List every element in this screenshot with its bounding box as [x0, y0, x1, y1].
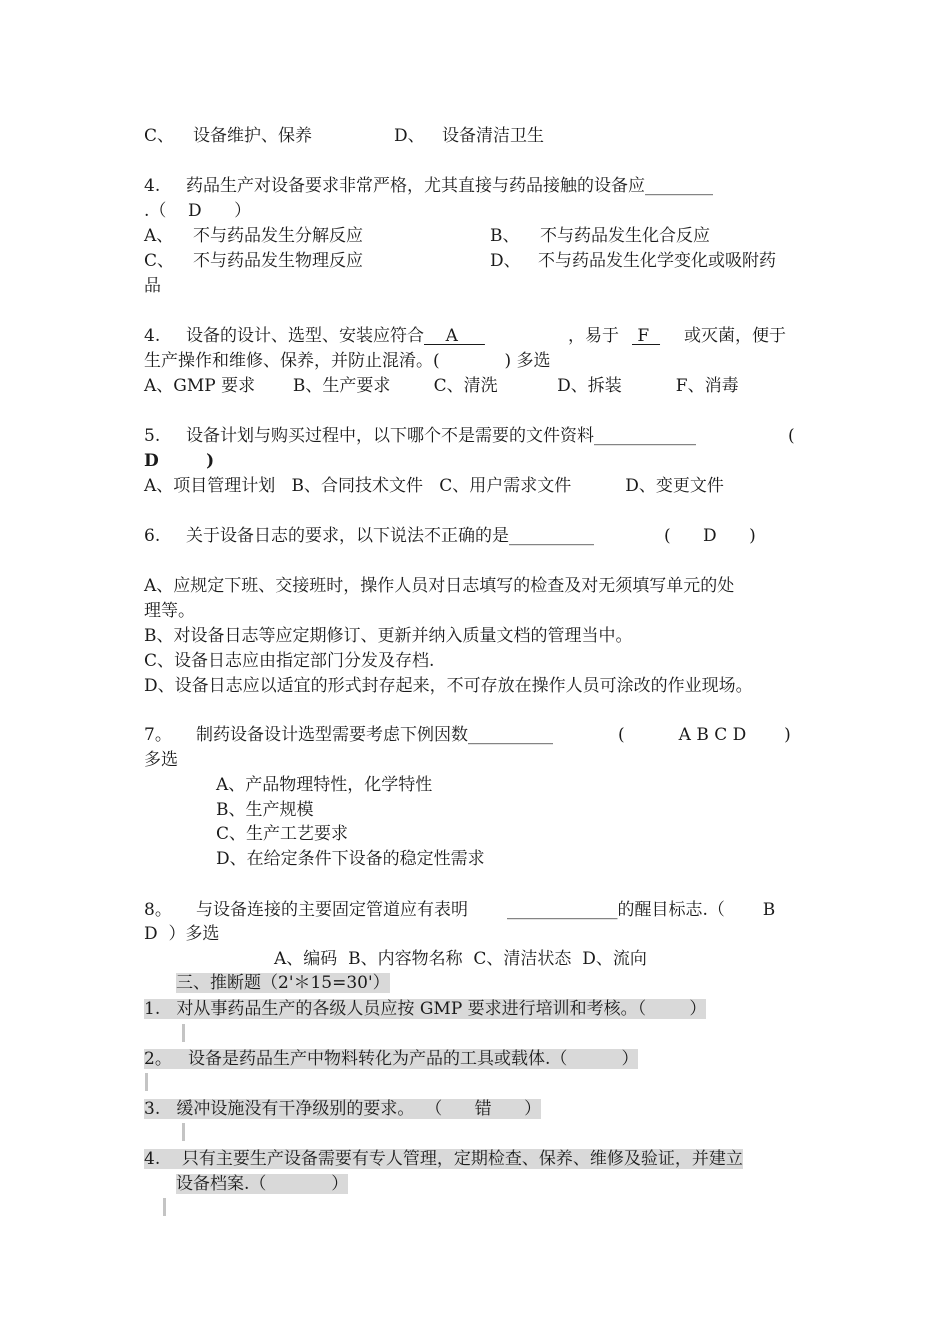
- question-5: [144, 424, 160, 448]
- question-text: D ）多选: [144, 924, 220, 944]
- option-text: 不与药品发生物理反应: [193, 251, 363, 271]
- judge-1: [144, 997, 706, 1021]
- judge-text: 1. 对从事药品生产的各级人员应按 GMP 要求进行培训和考核。（ ）: [144, 999, 707, 1019]
- judge-text: 设备档案.（ ）: [176, 1174, 349, 1194]
- option-d-text: [442, 124, 544, 148]
- question-7-answer: [618, 723, 791, 747]
- option-text: D、在给定条件下设备的稳定性需求: [216, 849, 485, 869]
- question-number: 6.: [144, 526, 161, 546]
- option-text: 设备维护、保养: [193, 126, 312, 146]
- question-7-c: [216, 822, 348, 846]
- option-d: [490, 249, 521, 273]
- answer-blank: __________: [468, 725, 553, 745]
- options-text: A、编码 B、内容物名称 C、清洁状态 D、流向: [274, 949, 647, 969]
- answer-blank: F: [632, 326, 661, 346]
- answer-paren: ( D ): [664, 526, 756, 546]
- question-5-paren: [788, 424, 795, 448]
- judge-text: 4. 只有主要生产设备需要有专人管理，定期检查、保养、维修及验证，并建立: [144, 1149, 743, 1169]
- answer-blank: ________: [645, 176, 713, 196]
- question-text: 设备计划与购买过程中，以下哪个不是需要的文件资料: [186, 426, 594, 446]
- question-4a-text: [186, 174, 713, 198]
- judge-text: 2。 设备是药品生产中物料转化为产品的工具或载体.（ ）: [144, 1049, 639, 1069]
- question-6-a2: [144, 599, 195, 623]
- option-text: B、生产规模: [216, 800, 314, 820]
- question-number: 8。: [144, 900, 172, 920]
- option-letter: A、: [144, 226, 174, 246]
- option-text: 品: [144, 276, 161, 296]
- option-text: 理等。: [144, 601, 195, 621]
- answer-paren: (: [788, 426, 795, 446]
- question-6-a1: [144, 574, 734, 598]
- question-number: 4.: [144, 176, 161, 196]
- question-4b-options: [144, 374, 739, 398]
- question-7-multi: [144, 748, 178, 772]
- question-8-text: [196, 898, 468, 922]
- answer-blank: __________: [509, 526, 594, 546]
- section-heading: [176, 971, 390, 995]
- judge-text: 3. 缓冲设施没有干净级别的要求。 （ 错 ）: [144, 1099, 542, 1119]
- question-7-d: [216, 847, 485, 871]
- option-d-text-cont: [144, 274, 161, 298]
- option-letter: C、: [144, 251, 175, 271]
- text-cursor-mark: [163, 1198, 166, 1216]
- option-letter: C、: [144, 126, 175, 146]
- question-7-a: [216, 773, 432, 797]
- judge-4: [144, 1147, 743, 1171]
- judge-4-cont: [176, 1172, 348, 1196]
- option-letter: D、: [490, 251, 521, 271]
- option-a-text: [193, 224, 363, 248]
- question-7-b: [216, 798, 314, 822]
- option-b-text: [540, 224, 710, 248]
- option-text: 不与药品发生分解反应: [193, 226, 363, 246]
- question-4b-line-2: [144, 349, 551, 373]
- question-6-answer: [664, 524, 756, 548]
- question-7-text: [196, 723, 553, 747]
- question-4a: [144, 174, 160, 198]
- question-number: 5.: [144, 426, 161, 446]
- option-text: A、应规定下班、交接班时，操作人员对日志填写的检查及对无须填写单元的处: [144, 576, 735, 596]
- question-text: 生产操作和维修、保养，并防止混淆。( ) 多选: [144, 351, 551, 371]
- option-text: 设备清洁卫生: [442, 126, 544, 146]
- answer-paren: D ): [144, 451, 215, 471]
- text-cursor-mark: [145, 1073, 148, 1091]
- option-d: [394, 124, 425, 148]
- question-4b: [144, 324, 160, 348]
- question-8-blank: [507, 898, 775, 922]
- option-c-text: [193, 249, 363, 273]
- question-6-text: [186, 524, 594, 548]
- question-6-b: [144, 624, 633, 648]
- question-text: 多选: [144, 750, 178, 770]
- option-c: [144, 124, 174, 148]
- answer-blank: ____________: [594, 426, 696, 446]
- question-6-c: [144, 649, 434, 673]
- options-text: A、GMP 要求 B、生产要求 C、清洗 D、拆装 F、消毒: [144, 376, 739, 396]
- text-cursor-mark: [182, 1123, 185, 1141]
- question-text: 或灭菌，便于: [684, 326, 786, 346]
- question-4b-blank-2: [632, 324, 660, 348]
- question-6: [144, 524, 160, 548]
- question-text: 药品生产对设备要求非常严格，尤其直接与药品接触的设备应: [186, 176, 645, 196]
- question-number: 7。: [144, 725, 172, 745]
- option-text: 不与药品发生化学变化或吸附药: [538, 251, 776, 271]
- option-text: C、设备日志应由指定部门分发及存档.: [144, 651, 435, 671]
- question-text: 关于设备日志的要求，以下说法不正确的是: [186, 526, 509, 546]
- option-b: [490, 224, 520, 248]
- question-8-options: [274, 947, 647, 971]
- text-cursor-mark: [182, 1024, 185, 1042]
- question-4b-text-2: [568, 324, 619, 348]
- answer-blank: A: [424, 326, 485, 346]
- judge-2: [144, 1047, 638, 1071]
- question-5-text: [186, 424, 696, 448]
- question-text: 与设备连接的主要固定管道应有表明: [196, 900, 468, 920]
- answer-paren: ( A B C D ): [618, 725, 791, 745]
- question-number: 4.: [144, 326, 161, 346]
- question-7: [144, 723, 172, 747]
- option-text: B、对设备日志等应定期修订、更新并纳入质量文档的管理当中。: [144, 626, 633, 646]
- option-a: [144, 224, 173, 248]
- question-text: 制药设备设计选型需要考虑下例因数: [196, 725, 468, 745]
- option-text: A、产品物理特性，化学特性: [216, 775, 433, 795]
- answer-blank: _____________: [507, 900, 618, 920]
- question-text: ，易于: [568, 326, 619, 346]
- question-8: [144, 898, 172, 922]
- question-4a-answer: [144, 199, 251, 223]
- option-text: D、设备日志应以适宜的形式封存起来，不可存放在操作人员可涂改的作业现场。: [144, 676, 753, 696]
- section-title: 三、推断题（2'＊15=30'）: [176, 973, 390, 993]
- question-6-d: [144, 674, 753, 698]
- question-8-line-2: [144, 922, 219, 946]
- question-text: 的醒目标志.（ B: [617, 900, 776, 920]
- judge-3: [144, 1097, 541, 1121]
- option-letter: B、: [490, 226, 520, 246]
- question-5-options: [144, 474, 724, 498]
- question-4b-text: [186, 324, 485, 348]
- options-text: A、项目管理计划 B、合同技术文件 C、用户需求文件 D、变更文件: [144, 476, 724, 496]
- option-text: 不与药品发生化合反应: [540, 226, 710, 246]
- option-text: C、生产工艺要求: [216, 824, 349, 844]
- option-c: [144, 249, 174, 273]
- question-4b-text-3: [684, 324, 786, 348]
- option-c-text: [193, 124, 312, 148]
- question-text: 设备的设计、选型、安装应符合: [186, 326, 424, 346]
- option-d-text: [538, 249, 776, 273]
- option-letter: D、: [394, 126, 425, 146]
- question-5-answer: [144, 449, 214, 473]
- answer-paren: .（ D ）: [144, 201, 252, 221]
